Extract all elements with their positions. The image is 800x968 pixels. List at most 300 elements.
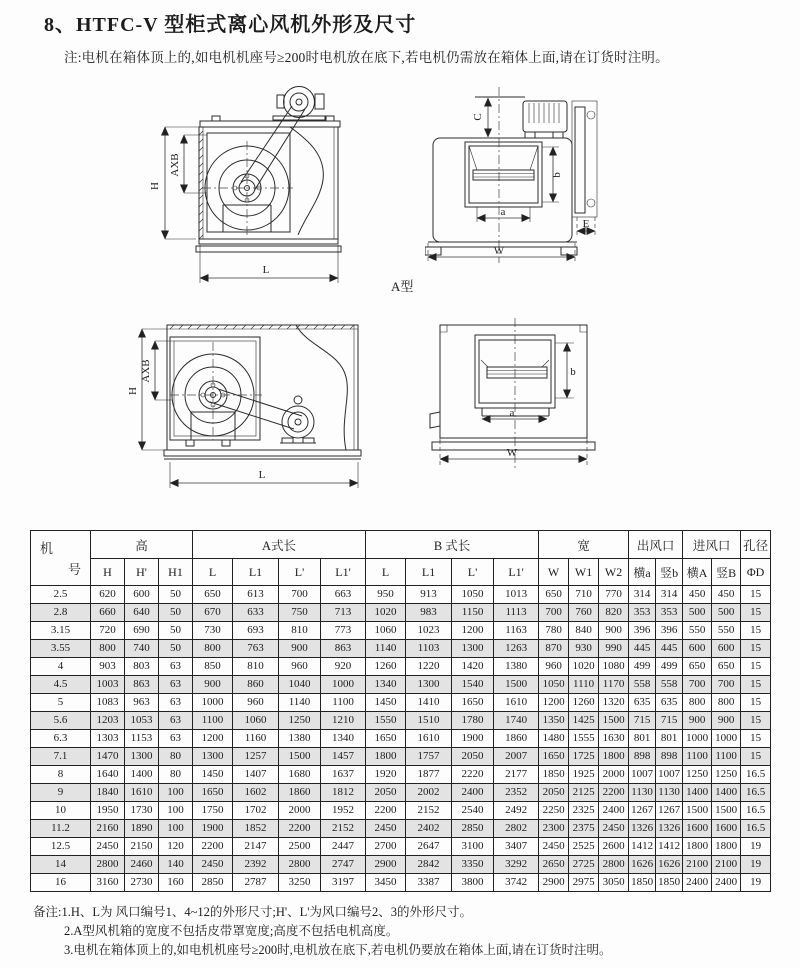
dimension-cell: 2700 [366, 838, 406, 856]
col-group-header: 高 [91, 531, 193, 559]
dimension-cell: 2125 [569, 784, 599, 802]
dimension-cell: 2000 [279, 802, 321, 820]
dimension-cell: 990 [599, 640, 629, 658]
dimension-cell: 2402 [406, 820, 452, 838]
dimension-cell: 550 [712, 622, 741, 640]
dimension-cell: 140 [159, 856, 193, 874]
col-subheader: L' [279, 559, 321, 586]
model-number-cell: 6.3 [31, 730, 91, 748]
motor-top [523, 101, 567, 138]
dimension-cell: 650 [683, 658, 712, 676]
dimension-cell: 2400 [599, 802, 629, 820]
dimensions [127, 329, 358, 488]
dim-label-w: W [493, 245, 505, 257]
dimension-cell: 15 [741, 640, 771, 658]
dimension-cell: 63 [159, 694, 193, 712]
dimension-cell: 1600 [712, 820, 741, 838]
dimension-cell: 900 [279, 640, 321, 658]
dimension-cell: 1380 [279, 730, 321, 748]
dimension-cell: 960 [539, 658, 569, 676]
dimension-cell: 710 [569, 586, 599, 604]
dimension-cell: 870 [539, 640, 569, 658]
dimension-cell: 715 [629, 712, 656, 730]
dimension-cell: 1740 [494, 712, 539, 730]
dimension-cell: 2100 [683, 856, 712, 874]
dimension-cell: 730 [193, 622, 233, 640]
dimension-cell: 1326 [656, 820, 683, 838]
dimension-cell: 2050 [539, 784, 569, 802]
col-subheader: L [193, 559, 233, 586]
dimension-cell: 1410 [406, 694, 452, 712]
dimension-cell: 2160 [91, 820, 125, 838]
dimension-cell: 700 [683, 676, 712, 694]
type-a-caption: A型 [391, 279, 414, 294]
dimension-cell: 800 [683, 694, 712, 712]
dim-label-h: H [149, 182, 161, 190]
dimension-cell: 2900 [539, 874, 569, 892]
header-note: 注:电机在箱体顶上的,如电机机座号≥200时电机放在底下,若电机仍需放在箱体上面,请在订货时注明。 [64, 50, 669, 65]
dimension-cell: 1267 [656, 802, 683, 820]
table-row [31, 586, 771, 604]
dimension-cell: 499 [656, 658, 683, 676]
dimension-cell: 1450 [193, 766, 233, 784]
dimension-cell: 15 [741, 586, 771, 604]
dimension-cell: 960 [279, 658, 321, 676]
dimension-cell: 2450 [539, 838, 569, 856]
dimension-cell: 450 [712, 586, 741, 604]
dimension-cell: 1640 [91, 766, 125, 784]
dimension-cell: 1630 [599, 730, 629, 748]
dimension-cell: 650 [712, 658, 741, 676]
dimension-cell: 1860 [279, 784, 321, 802]
model-number-cell: 2.8 [31, 604, 91, 622]
dimension-cell: 1263 [494, 640, 539, 658]
dimension-cell: 2525 [569, 838, 599, 856]
model-number-cell: 5.6 [31, 712, 91, 730]
dimension-cell: 2392 [233, 856, 279, 874]
dimension-cell: 1800 [683, 838, 712, 856]
dimension-cell: 1080 [599, 658, 629, 676]
dimension-cell: 314 [656, 586, 683, 604]
dimension-cell: 1890 [125, 820, 159, 838]
dimension-cell: 15 [741, 658, 771, 676]
dimension-cell: 1500 [279, 748, 321, 766]
dimension-cell: 1400 [125, 766, 159, 784]
dimension-cell: 1650 [539, 748, 569, 766]
dimension-cell: 2800 [91, 856, 125, 874]
dimension-cell: 1020 [569, 658, 599, 676]
footnote-prefix: 备注: [33, 905, 62, 919]
dimension-cell: 780 [539, 622, 569, 640]
dimension-cell: 2400 [452, 784, 494, 802]
footnote-line [33, 903, 612, 922]
table-row [31, 712, 771, 730]
dimension-cell: 2375 [569, 820, 599, 838]
dimension-cell: 1060 [366, 622, 406, 640]
dimension-cell: 63 [159, 676, 193, 694]
dimension-cell: 900 [683, 712, 712, 730]
dimension-cell: 1050 [539, 676, 569, 694]
dimension-cell: 900 [193, 676, 233, 694]
dimension-cell: 2150 [125, 838, 159, 856]
col-group-header: 宽 [539, 531, 629, 559]
table-row [31, 820, 771, 838]
dimension-cell: 1900 [452, 730, 494, 748]
dimension-cell: 1220 [406, 658, 452, 676]
dimension-cell: 1412 [656, 838, 683, 856]
col-subheader: L1' [321, 559, 366, 586]
motor-top [273, 87, 325, 121]
dimension-cell: 1610 [406, 730, 452, 748]
dimension-cell: 1637 [321, 766, 366, 784]
dimension-cell: 2492 [494, 802, 539, 820]
dimension-cell: 1610 [125, 784, 159, 802]
col-subheader: L1' [494, 559, 539, 586]
dimension-cell: 15 [741, 748, 771, 766]
dimension-cell: 1650 [193, 784, 233, 802]
dimension-cell: 713 [321, 604, 366, 622]
dimension-cell: 850 [193, 658, 233, 676]
dimension-cell: 100 [159, 784, 193, 802]
dimension-cell: 700 [279, 586, 321, 604]
cabinet-front [164, 325, 361, 459]
col-subheader: ΦD [741, 559, 771, 586]
impeller [202, 141, 293, 235]
dimension-cell: 2400 [712, 874, 741, 892]
dimension-cell: 63 [159, 730, 193, 748]
dimension-cell: 2000 [599, 766, 629, 784]
dimension-cell: 2850 [193, 874, 233, 892]
dimension-cell: 1500 [599, 712, 629, 730]
dimension-cell: 3800 [452, 874, 494, 892]
dimension-cell: 1250 [279, 712, 321, 730]
dimension-cell: 700 [539, 604, 569, 622]
dimension-cell: 660 [91, 604, 125, 622]
col-subheader: L [366, 559, 406, 586]
dimension-cell: 2447 [321, 838, 366, 856]
dimension-cell: 1680 [279, 766, 321, 784]
dimension-cell: 1925 [569, 766, 599, 784]
dimension-cell: 1350 [539, 712, 569, 730]
dimension-cell: 19 [741, 856, 771, 874]
model-number-cell: 4.5 [31, 676, 91, 694]
dim-label-l: L [262, 264, 270, 276]
dimension-cell: 16.5 [741, 766, 771, 784]
dimension-cell: 445 [629, 640, 656, 658]
model-number-cell: 9 [31, 784, 91, 802]
dimension-cell: 1300 [452, 640, 494, 658]
dimension-cell: 1210 [321, 712, 366, 730]
dimension-cell: 770 [599, 586, 629, 604]
dimension-cell: 1150 [452, 604, 494, 622]
dimension-cell: 1000 [712, 730, 741, 748]
dimension-cell: 396 [656, 622, 683, 640]
dimension-cell: 2725 [569, 856, 599, 874]
dimension-cell: 1702 [233, 802, 279, 820]
dimension-cell: 600 [712, 640, 741, 658]
dimension-cell: 693 [233, 622, 279, 640]
dimension-cell: 801 [656, 730, 683, 748]
table-row [31, 694, 771, 712]
dimension-cell: 2352 [494, 784, 539, 802]
dimension-cell: 2450 [366, 820, 406, 838]
col-group-header: 孔径 [741, 531, 771, 559]
dimension-cell: 1250 [683, 766, 712, 784]
col-header-model: 机 号 [31, 531, 91, 586]
dimension-cell: 898 [656, 748, 683, 766]
model-number-cell: 10 [31, 802, 91, 820]
dimension-cell: 720 [91, 622, 125, 640]
dimension-cell: 2900 [366, 856, 406, 874]
dimension-cell: 1900 [193, 820, 233, 838]
col-group-header: B 式长 [366, 531, 539, 559]
dimension-cell: 1130 [629, 784, 656, 802]
dimension-cell: 2800 [599, 856, 629, 874]
col-subheader: H' [125, 559, 159, 586]
table-row [31, 622, 771, 640]
dimension-cell: 2400 [683, 874, 712, 892]
dimension-cell: 1602 [233, 784, 279, 802]
dimension-cell: 635 [629, 694, 656, 712]
dimension-cell: 1053 [125, 712, 159, 730]
dimension-cell: 1000 [683, 730, 712, 748]
dimension-cell: 1326 [629, 820, 656, 838]
page-title: 8、HTFC-V 型柜式离心风机外形及尺寸 [44, 14, 417, 36]
dimension-cell: 1170 [599, 676, 629, 694]
dimension-cell: 1400 [712, 784, 741, 802]
dimension-cell: 2050 [452, 748, 494, 766]
model-number-cell: 3.55 [31, 640, 91, 658]
dim-label-c: C [472, 113, 484, 121]
dimension-cell: 2650 [539, 856, 569, 874]
dimension-cell: 2600 [599, 838, 629, 856]
dimension-cell: 1200 [539, 694, 569, 712]
cabinet-front [196, 116, 341, 252]
table-row [31, 784, 771, 802]
dimension-cell: 2460 [125, 856, 159, 874]
dimension-cell: 1952 [321, 802, 366, 820]
col-group-header: 出风口 [629, 531, 683, 559]
dimension-cell: 445 [656, 640, 683, 658]
dimension-cell: 1300 [406, 676, 452, 694]
dimension-cell: 2975 [569, 874, 599, 892]
dimension-cell: 1852 [233, 820, 279, 838]
dimension-cell: 1160 [233, 730, 279, 748]
col-subheader: W2 [599, 559, 629, 586]
dimension-cell: 1550 [366, 712, 406, 730]
drawing-front-view-b [112, 312, 402, 497]
dimension-cell: 600 [125, 586, 159, 604]
dimension-cell: 2250 [539, 802, 569, 820]
dimension-cell: 1023 [406, 622, 452, 640]
dimension-cell: 550 [683, 622, 712, 640]
dimension-cell: 810 [279, 622, 321, 640]
dimension-cell: 1200 [452, 622, 494, 640]
dimension-cell: 840 [569, 622, 599, 640]
col-subheader: 横a [629, 559, 656, 586]
dimension-cell: 2152 [406, 802, 452, 820]
dimension-cell: 2500 [279, 838, 321, 856]
col-subheader: L1 [233, 559, 279, 586]
model-number-cell: 2.5 [31, 586, 91, 604]
dimension-cell: 2300 [539, 820, 569, 838]
col-subheader: 竖B [712, 559, 741, 586]
table-row [31, 748, 771, 766]
dimension-cell: 1850 [629, 874, 656, 892]
table-row [31, 640, 771, 658]
dimension-cell: 740 [125, 640, 159, 658]
model-number-cell: 11.2 [31, 820, 91, 838]
dimension-cell: 633 [233, 604, 279, 622]
dimension-cell: 15 [741, 694, 771, 712]
dimension-cell: 1060 [233, 712, 279, 730]
dimension-cell: 2842 [406, 856, 452, 874]
dimension-cell: 1020 [366, 604, 406, 622]
dimension-cell: 2147 [233, 838, 279, 856]
dimension-cell: 1110 [569, 676, 599, 694]
dimension-cell: 1203 [91, 712, 125, 730]
dimension-cell: 963 [125, 694, 159, 712]
dimension-cell: 100 [159, 802, 193, 820]
dimension-cell: 50 [159, 604, 193, 622]
dimension-cell: 1257 [233, 748, 279, 766]
dimension-cell: 1600 [683, 820, 712, 838]
dimension-cell: 960 [233, 694, 279, 712]
dimension-cell: 1850 [539, 766, 569, 784]
dimension-cell: 690 [125, 622, 159, 640]
dimension-cell: 863 [321, 640, 366, 658]
model-number-cell: 7.1 [31, 748, 91, 766]
dimension-cell: 1540 [452, 676, 494, 694]
dimension-cell: 2152 [321, 820, 366, 838]
dimension-cell: 63 [159, 658, 193, 676]
dimension-cell: 1750 [193, 802, 233, 820]
table-row [31, 874, 771, 892]
dimension-cell: 558 [629, 676, 656, 694]
dimension-cell: 670 [193, 604, 233, 622]
dimension-cell: 763 [233, 640, 279, 658]
dimension-cell: 353 [629, 604, 656, 622]
dimension-cell: 950 [366, 586, 406, 604]
dimension-cell: 3100 [452, 838, 494, 856]
dimension-cell: 1425 [569, 712, 599, 730]
dimension-cell: 1500 [494, 676, 539, 694]
dimension-cell: 1800 [366, 748, 406, 766]
col-group-header: A式长 [193, 531, 366, 559]
dimension-cell: 1850 [656, 874, 683, 892]
dimension-cell: 3197 [321, 874, 366, 892]
drawing-front-view-a [130, 85, 420, 300]
dimension-cell: 2540 [452, 802, 494, 820]
col-subheader: W [539, 559, 569, 586]
dimension-cell: 800 [712, 694, 741, 712]
dim-label-a: a [509, 407, 515, 419]
dim-label-a: a [500, 206, 506, 218]
table-row [31, 838, 771, 856]
dimension-cell: 2220 [452, 766, 494, 784]
dimension-cell: 15 [741, 676, 771, 694]
dimension-cell: 750 [279, 604, 321, 622]
dimension-cell: 2450 [193, 856, 233, 874]
dimension-cell: 1200 [193, 730, 233, 748]
col-group-header: 进风口 [683, 531, 741, 559]
dimension-cell: 1450 [366, 694, 406, 712]
dimension-cell: 640 [125, 604, 159, 622]
dimension-cell: 2200 [366, 802, 406, 820]
dimension-cell: 3407 [494, 838, 539, 856]
dimension-cell: 1730 [125, 802, 159, 820]
col-subheader: 竖b [656, 559, 683, 586]
dimension-cell: 810 [233, 658, 279, 676]
dimension-cell: 3742 [494, 874, 539, 892]
table-row [31, 730, 771, 748]
dimension-cell: 1100 [321, 694, 366, 712]
model-number-cell: 4 [31, 658, 91, 676]
dimension-cell: 773 [321, 622, 366, 640]
dimension-cell: 2450 [599, 820, 629, 838]
dimension-cell: 500 [712, 604, 741, 622]
dimension-cell: 1725 [569, 748, 599, 766]
dimension-cell: 1407 [233, 766, 279, 784]
dimension-cell: 900 [599, 622, 629, 640]
dimension-cell: 1300 [125, 748, 159, 766]
dim-label-w: W [506, 447, 518, 459]
dim-label-b: b [570, 366, 576, 378]
col-subheader: L1 [406, 559, 452, 586]
dimension-cell: 1100 [683, 748, 712, 766]
cabinet-side [430, 325, 595, 450]
dimension-cell: 2325 [569, 802, 599, 820]
dimension-cell: 1003 [91, 676, 125, 694]
dimension-cell: 903 [91, 658, 125, 676]
dimension-cell: 820 [599, 604, 629, 622]
dimension-cell: 2050 [366, 784, 406, 802]
dimension-cell: 1555 [569, 730, 599, 748]
model-number-cell: 12.5 [31, 838, 91, 856]
dimension-cell: 16.5 [741, 784, 771, 802]
dimension-cell: 1950 [91, 802, 125, 820]
dimension-cell: 1480 [539, 730, 569, 748]
dimension-cell: 930 [569, 640, 599, 658]
dimension-cell: 983 [406, 604, 452, 622]
dimension-cell: 1040 [279, 676, 321, 694]
dimension-cell: 1140 [366, 640, 406, 658]
dimension-cell: 1626 [629, 856, 656, 874]
table-row [31, 856, 771, 874]
col-subheader: H [91, 559, 125, 586]
dimension-cell: 2002 [406, 784, 452, 802]
dimension-cell: 499 [629, 658, 656, 676]
dimension-cell: 1626 [656, 856, 683, 874]
dimension-cell: 100 [159, 820, 193, 838]
col-subheader: W1 [569, 559, 599, 586]
dimension-cell: 80 [159, 748, 193, 766]
dimension-cell: 1757 [406, 748, 452, 766]
dimension-cell: 1420 [452, 658, 494, 676]
dimension-cell: 1140 [279, 694, 321, 712]
dimension-cell: 1103 [406, 640, 452, 658]
dimension-cell: 2177 [494, 766, 539, 784]
table-row [31, 658, 771, 676]
dimension-cell: 1920 [366, 766, 406, 784]
dimension-cell: 450 [683, 586, 712, 604]
dimension-cell: 3292 [494, 856, 539, 874]
dimension-cell: 1500 [712, 802, 741, 820]
table-row [31, 676, 771, 694]
dimension-cell: 1340 [321, 730, 366, 748]
dimension-cell: 15 [741, 622, 771, 640]
dimension-cell: 3450 [366, 874, 406, 892]
